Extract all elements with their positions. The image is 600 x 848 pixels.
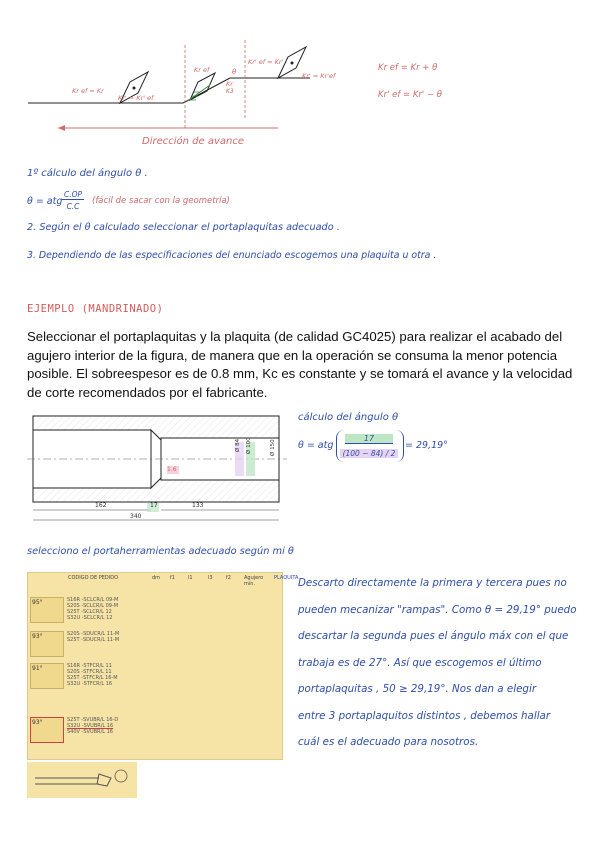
equation-kr-prime-ef: Kr' ef = Kr' − θ: [378, 90, 442, 100]
dim-d84: Ø 84: [235, 438, 241, 452]
catalog-row: S20S -STFCR/L 11: [67, 669, 112, 675]
step-3: 3. Dependiendo de las especificaciones del enunciado escogemos una plaquita u otra .: [27, 250, 437, 261]
dim-17: 17: [150, 502, 158, 509]
catalog-row: S40V -SVUBR/L 16: [67, 729, 113, 735]
holder-sketch: [27, 762, 137, 798]
step-formula-den: C.C: [66, 202, 80, 211]
angle-calc-lhs: θ = atg: [298, 440, 334, 451]
catalog-angle-3: 91°: [30, 663, 64, 689]
label-kr-mid: Kr: [226, 80, 233, 88]
catalog-row: S32U -SVUBR/L 16: [67, 723, 114, 729]
dim-d150: Ø 150: [270, 439, 276, 456]
catalog-row: S25T -STFCR/L 16-M: [67, 675, 118, 681]
label-kr-prime-mid: Kr' ef = Kr': [248, 58, 284, 66]
step-formula-lhs: θ = atg: [27, 196, 63, 207]
catalog-row: S20S -SCLCR/L 09-M: [67, 603, 119, 609]
label-kr-prime-ef-left: Kr' = Kr' ef: [118, 94, 154, 102]
label-kr-ef-left: Kr ef = Kr: [72, 87, 104, 95]
label-theta-diagram: θ: [232, 68, 237, 76]
angle-calc-title: cálculo del ángulo θ: [298, 412, 399, 423]
reasoning-line: trabaja es de 27°. Así que escogemos el último: [298, 656, 542, 669]
angle-calc-num: 17: [345, 434, 393, 444]
catalog-angle-4: 93°: [30, 717, 64, 743]
selection-reasoning: [298, 570, 588, 756]
catalog-col-l3: l3: [208, 575, 213, 581]
catalog-row: S20S -SDUCR/L 11-M: [67, 631, 120, 637]
catalog-row: S16R -SCLCR/L 09-M: [67, 597, 119, 603]
roughness-1-6: 1.6: [167, 466, 177, 473]
toolholder-catalog: [27, 572, 299, 760]
catalog-angle-2: 93°: [30, 631, 64, 657]
catalog-row: S25T -SCLCR/L 12: [67, 609, 112, 615]
step-formula-num: C.OP: [63, 190, 83, 199]
catalog-col-hole: Agujero mín.: [244, 575, 264, 587]
catalog-col-insert: PLAQUITA: [274, 575, 299, 581]
label-k3: K3: [226, 88, 234, 95]
catalog-row: S16R -STFCR/L 11: [67, 663, 112, 669]
dim-340: 340: [130, 513, 142, 520]
step-1: 1º cálculo del ángulo θ .: [27, 168, 148, 179]
catalog-angle-1: 95°: [30, 597, 64, 623]
catalog-row: S25T -SVUBR/L 16-D: [67, 717, 119, 723]
reasoning-line: cuál es el adecuado para nosotros.: [298, 736, 479, 748]
catalog-col-l1: l1: [188, 575, 193, 581]
dim-d100: Ø 100: [246, 437, 252, 454]
catalog-row: S32U -SCLCR/L 12: [67, 615, 113, 621]
dim-162: 162: [95, 502, 107, 509]
dim-133: 133: [192, 502, 204, 509]
catalog-col-dm: dm: [152, 575, 161, 581]
catalog-header: [68, 575, 299, 587]
part-drawing: [27, 410, 292, 528]
label-kr-prime-kref: Kr' = Kr'ef: [302, 72, 336, 80]
equation-kr-ef: Kr ef = Kr + θ: [378, 63, 438, 73]
reasoning-line: Descarto directamente la primera y tercera pues no: [298, 577, 567, 589]
reasoning-line: descartar la segunda pues el ángulo máx con el que: [298, 630, 569, 642]
reasoning-line: pueden mecanizar "rampas". Como θ = 29,19° puedo: [298, 603, 577, 616]
example-title: EJEMPLO (MANDRINADO): [27, 303, 164, 315]
catalog-row: S32U -STFCR/L 16: [67, 681, 113, 687]
angle-calc-result: = 29,19°: [405, 440, 448, 451]
select-holder-title: selecciono el portaherramientas adecuado según mi θ: [27, 546, 294, 557]
catalog-col-f2: f2: [226, 575, 231, 581]
angle-calc-den: (100 − 84) / 2: [340, 449, 398, 458]
catalog-col-code: CODIGO DE PEDIDO: [68, 575, 119, 581]
catalog-row: S25T -SDUCR/L 11-M: [67, 637, 120, 643]
reasoning-line: portaplaquitas , 50 ≥ 29,19°. Nos dan a elegir: [298, 683, 537, 695]
reasoning-line: entre 3 portaplaquitos distintos , debemos hallar: [298, 709, 551, 722]
step-formula-note: (fácil de sacar con la geometría): [92, 196, 230, 206]
label-kr-ef-mid: Kr ef: [194, 66, 210, 74]
problem-statement: Seleccionar el portaplaquitas y la plaquita (de calidad GC4025) para realizar el acabado del agujero interior de la figura, de manera que en la operación se consuma la menor potencia posible. El sobreespesor es de 0.8 mm, Kc es constante y se tomará el avance y la velocidad de corte recomendados por el fabricante.: [27, 329, 573, 400]
catalog-col-f1: f1: [170, 575, 175, 581]
direction-label: Dirección de avance: [142, 136, 244, 147]
step-2: 2. Según el θ calculado seleccionar el portaplaquitas adecuado .: [27, 222, 340, 233]
